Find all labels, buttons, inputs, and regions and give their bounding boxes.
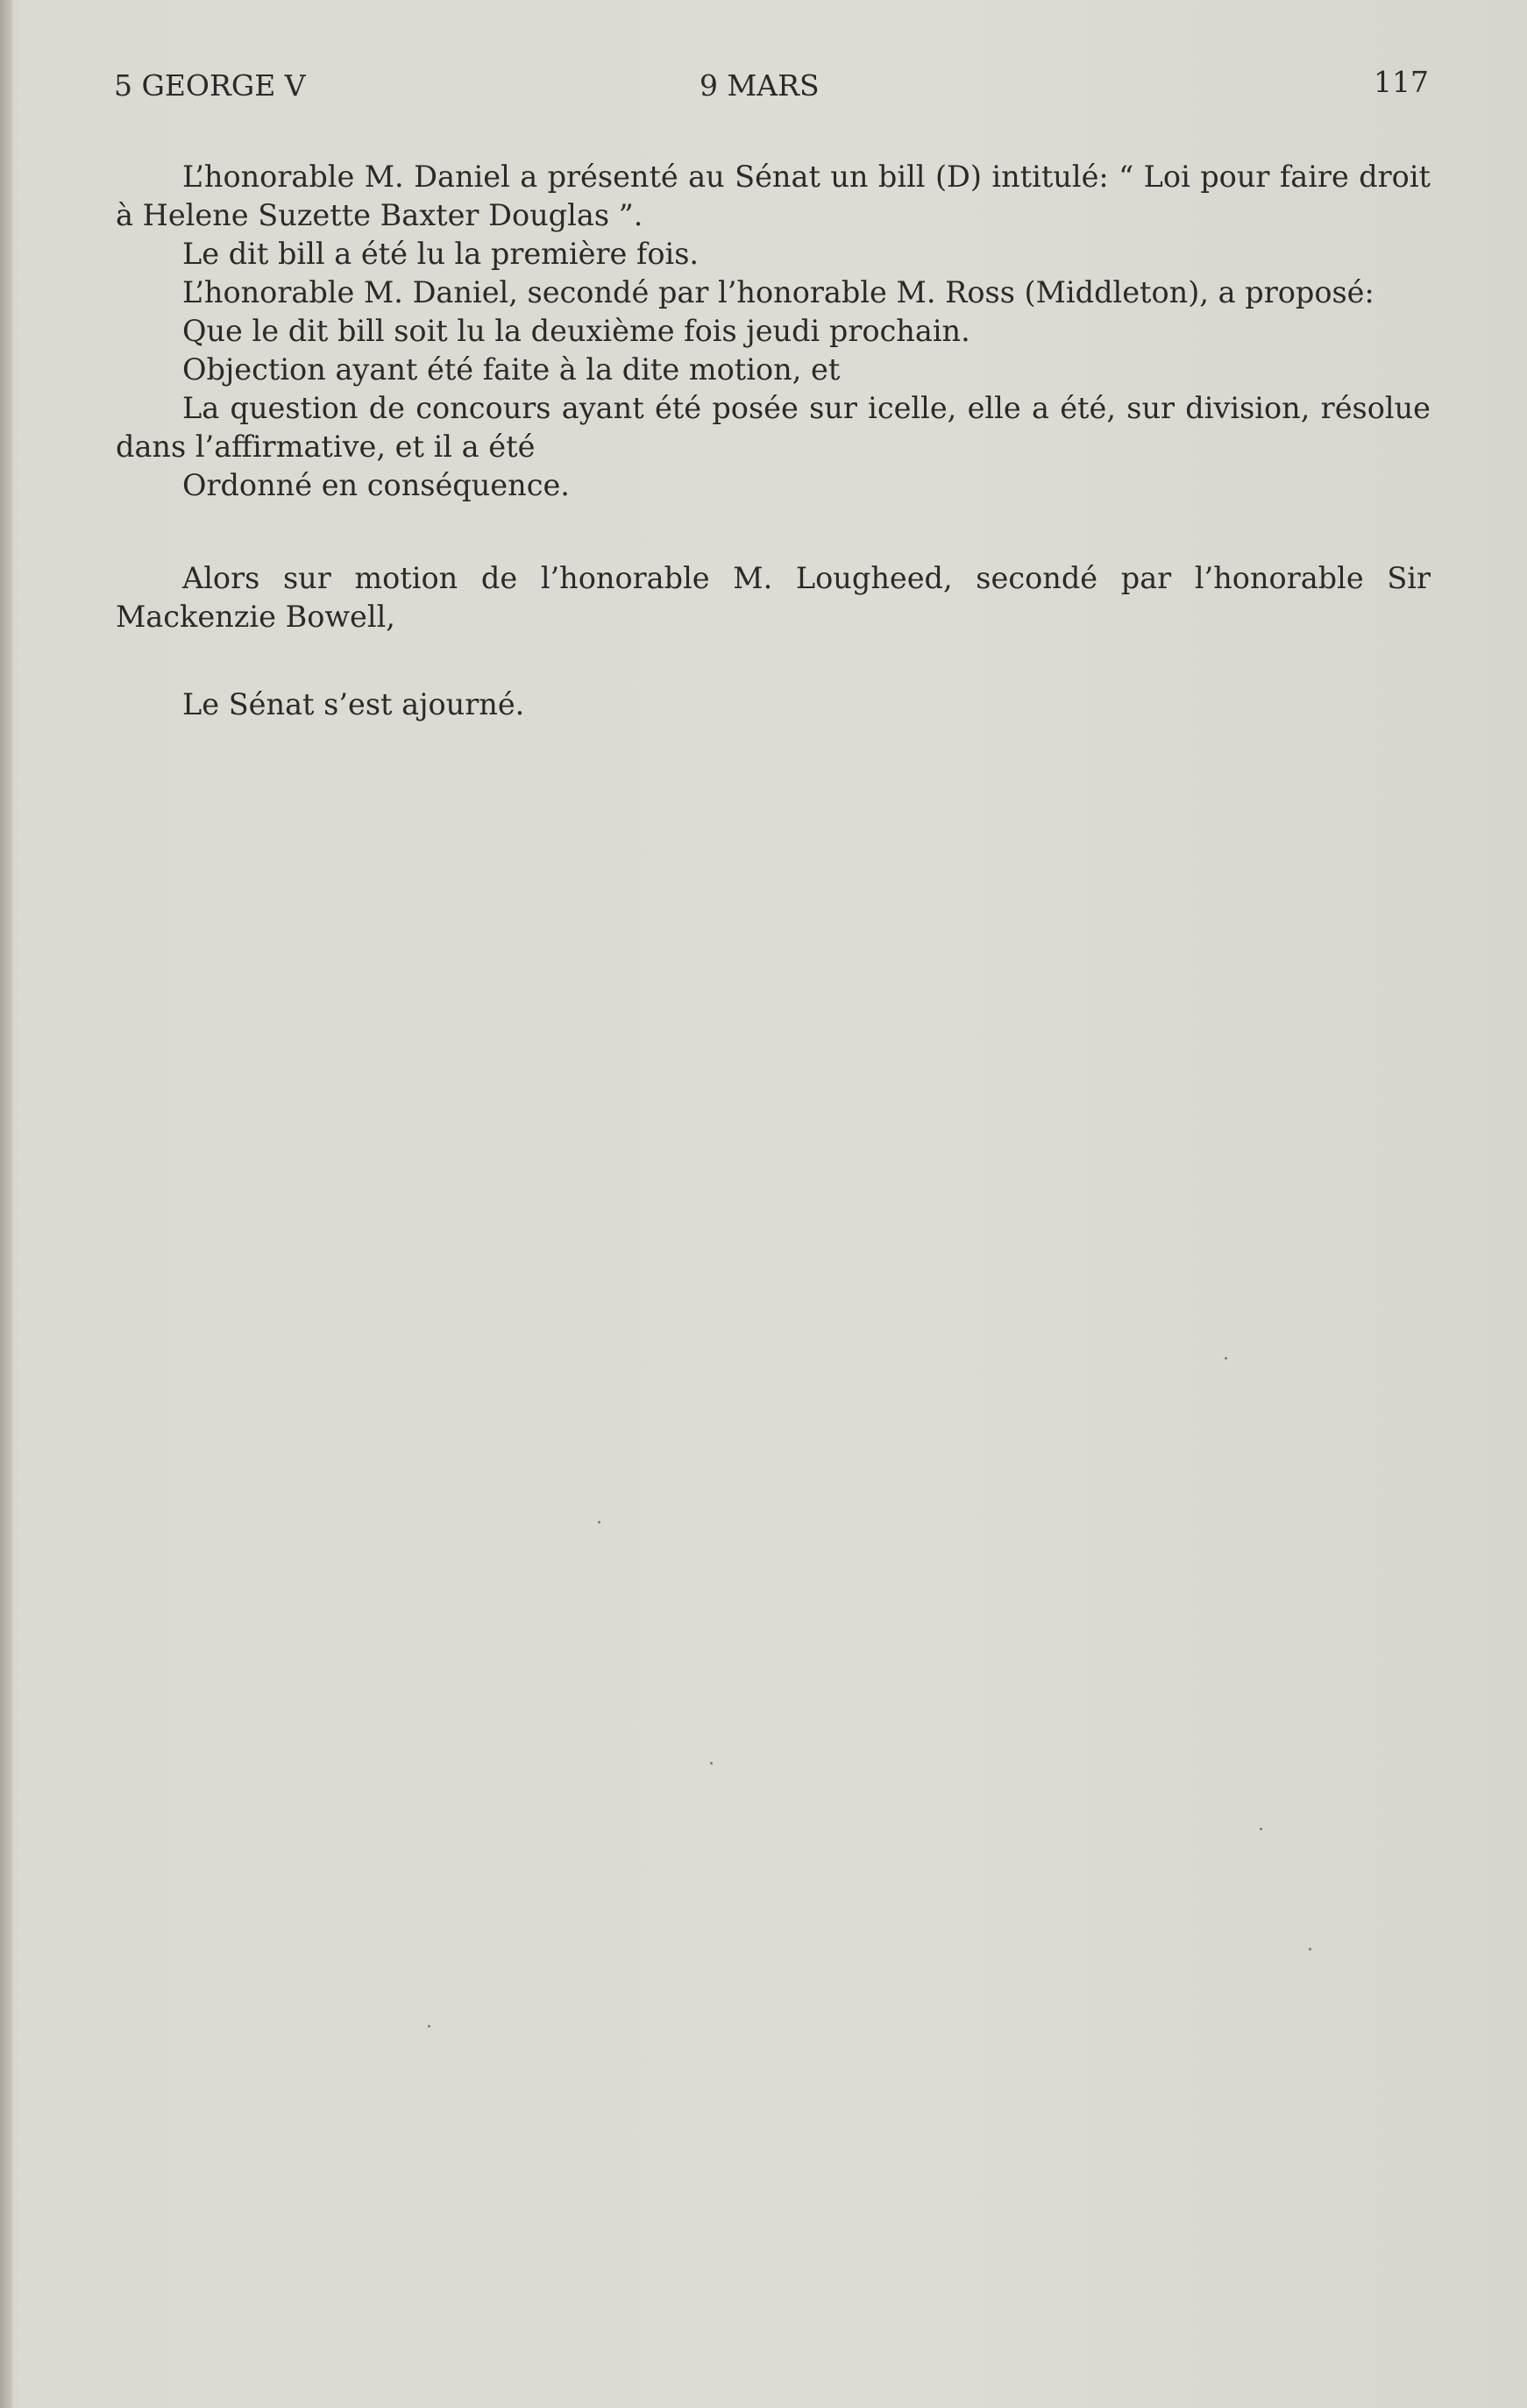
paper-speck (1260, 1828, 1262, 1830)
running-header (114, 65, 1429, 112)
paragraph-first-reading: Le dit bill a été lu la première fois. (182, 237, 700, 271)
paragraph-objection: Objection ayant été faite à la dite motion, et (182, 352, 841, 387)
header-date: 9 MARS (700, 68, 820, 103)
paragraph-question-resolved: La question de concours ayant été posée sur icelle, elle a été, sur division, résolue dans l’affirmative, et il a été (116, 391, 1431, 464)
paper-speck (1225, 1357, 1227, 1360)
header-session: 5 GEORGE V (114, 68, 306, 103)
page-binding-edge (0, 0, 12, 2408)
paper-speck (598, 1521, 600, 1524)
paper-speck (710, 1762, 713, 1765)
paragraph-ordered: Ordonné en conséquence. (182, 468, 570, 502)
paragraph-adjourn-motion: Alors sur motion de l’honorable M. Lougheed, secondé par l’honorable Sir Mackenzie Bowell, (116, 561, 1431, 634)
paragraph-second-reading: Que le dit bill soit lu la deuxième fois jeudi prochain. (182, 314, 970, 348)
paper-speck (1309, 1948, 1311, 1950)
paragraph-senate-adjourned: Le Sénat s’est ajourné. (182, 687, 525, 721)
page-number: 117 (1374, 65, 1429, 99)
paragraph-motion-proposed: L’honorable M. Daniel, secondé par l’honorable M. Ross (Middleton), a proposé: (182, 275, 1374, 309)
paper-speck (428, 2025, 430, 2028)
journal-entry (116, 158, 1431, 724)
paragraph-bill-presented: L’honorable M. Daniel a présenté au Sénat un bill (D) intitulé: “ Loi pour faire droit à Helene Suzette Baxter Douglas ”. (116, 160, 1431, 232)
